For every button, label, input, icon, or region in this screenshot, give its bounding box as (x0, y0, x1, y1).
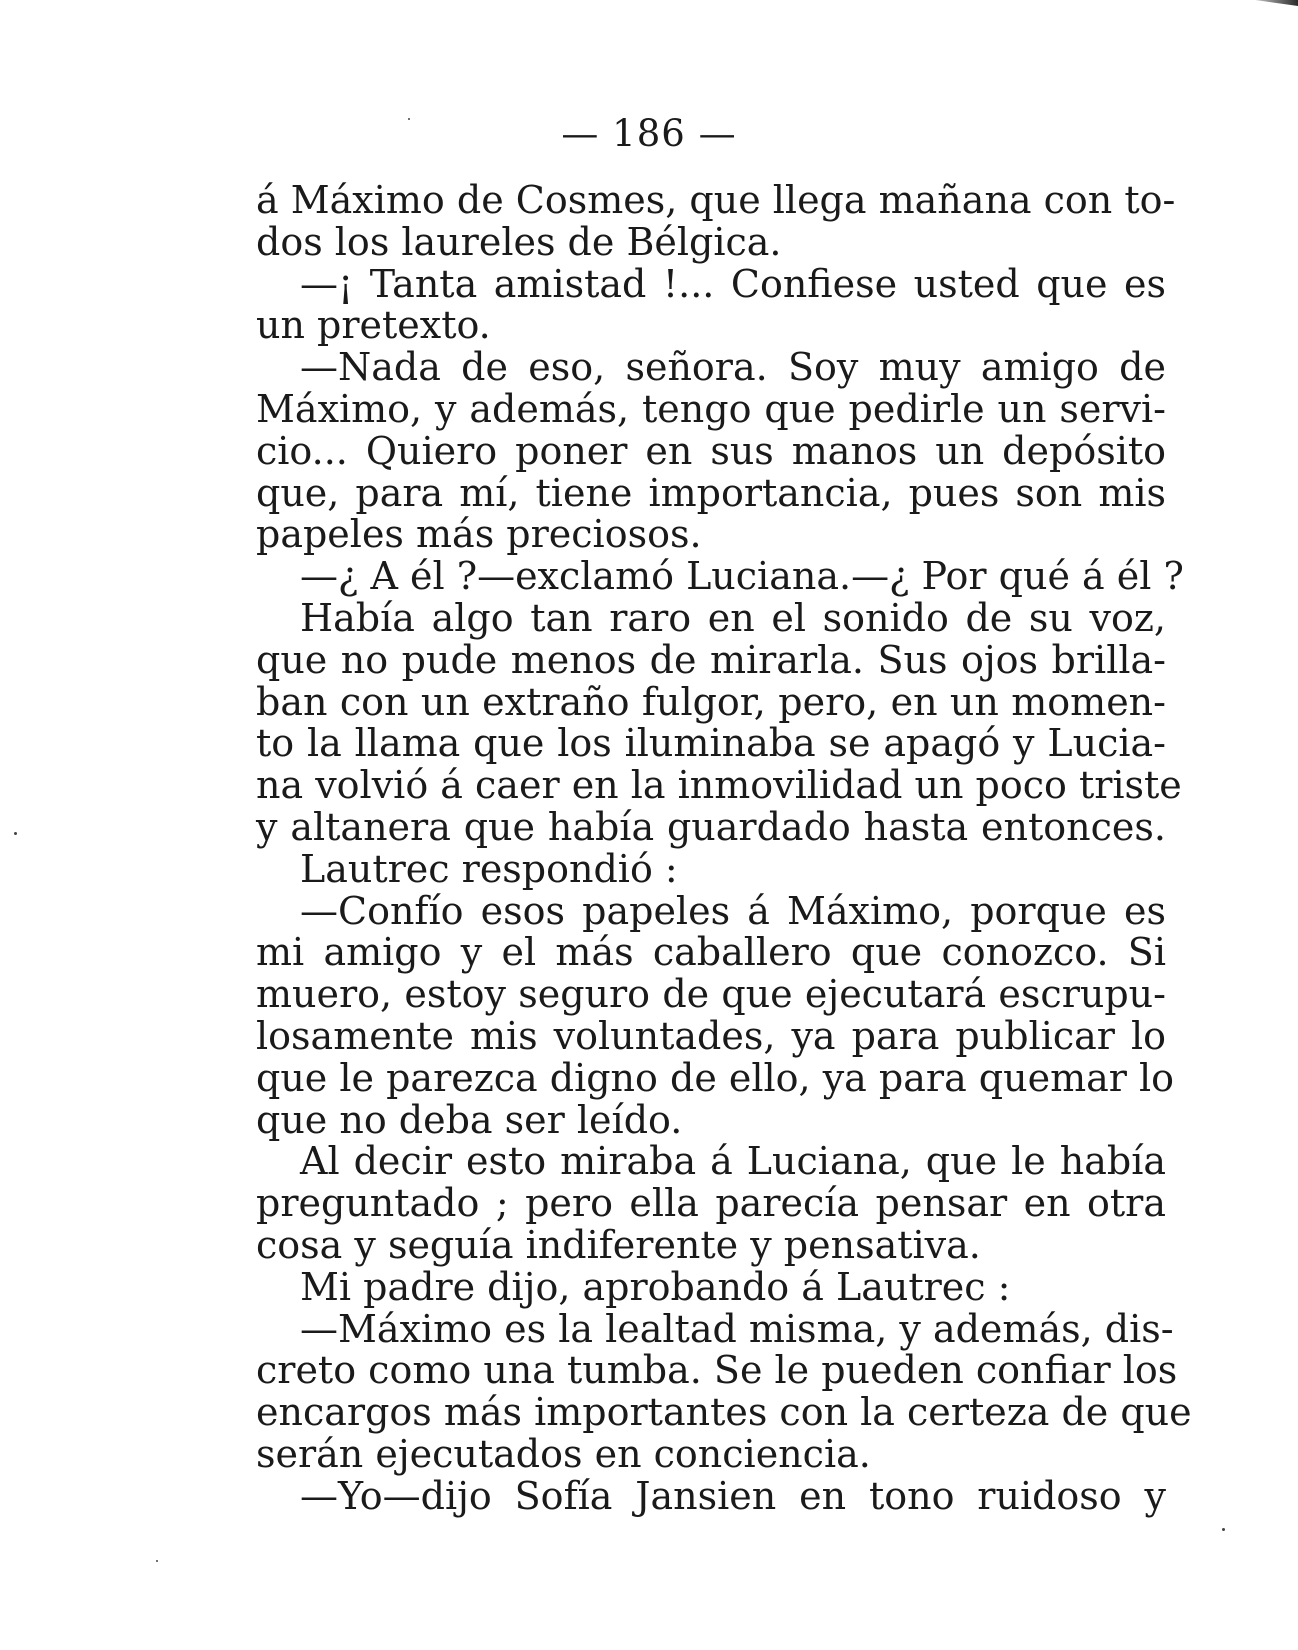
text-line: á Máximo de Cosmes, que llega mañana con to- (256, 178, 1176, 222)
text-line: preguntado ; pero ella parecía pensar en otra (256, 1181, 1166, 1226)
text-line: to la llama que los iluminaba se apagó y Lucia- (256, 721, 1166, 766)
text-line: dos los laureles de Bélgica. (256, 219, 782, 264)
text-line: cosa y seguía indiferente y pensativa. (256, 1222, 981, 1267)
text-line: Máximo, y además, tengo que pedirle un servi- (256, 386, 1166, 431)
scan-speck (1222, 1528, 1225, 1531)
text-line: cio... Quiero poner en sus manos un depósito (256, 428, 1166, 473)
text-line: Mi padre dijo, aprobando á Lautrec : (300, 1264, 1011, 1309)
text-line: mi amigo y el más caballero que conozco. Si (256, 930, 1166, 975)
text-line: muero, estoy seguro de que ejecutará escrupu- (256, 972, 1166, 1017)
text-line: creto como una tumba. Se le pueden confiar los (256, 1348, 1178, 1393)
text-line: —¿ A él ?—exclamó Luciana.—¿ Por qué á él ? (300, 554, 1184, 599)
text-line: y altanera que había guardado hasta entonces. (256, 804, 1166, 849)
text-line: losamente mis voluntades, ya para publicar lo (256, 1013, 1166, 1058)
text-line: —Confío esos papeles á Máximo, porque es (300, 888, 1166, 933)
text-line: serán ejecutados en conciencia. (256, 1431, 871, 1476)
text-line: ban con un extraño fulgor, pero, en un momen- (256, 679, 1166, 724)
text-line: —¡ Tanta amistad !... Confiese usted que es (300, 261, 1166, 306)
text-line: que, para mí, tiene importancia, pues son mis (256, 470, 1166, 515)
text-line: que no deba ser leído. (256, 1097, 683, 1142)
text-line: Había algo tan raro en el sonido de su voz, (300, 595, 1166, 640)
scan-edge-mark (1238, 0, 1298, 6)
page-number: — 186 — (561, 112, 737, 155)
text-line: na volvió á caer en la inmovilidad un poco triste (256, 763, 1182, 808)
text-line: que le parezca digno de ello, ya para quemar lo (256, 1055, 1175, 1100)
text-line: —Yo—dijo Sofía Jansien en tono ruidoso y (300, 1473, 1166, 1518)
text-line: encargos más importantes con la certeza de que (256, 1390, 1192, 1435)
text-line: un pretexto. (256, 303, 491, 348)
text-line: Al decir esto miraba á Luciana, que le había (300, 1139, 1166, 1184)
text-line: —Máximo es la lealtad misma, y además, dis- (300, 1306, 1174, 1351)
text-line: que no pude menos de mirarla. Sus ojos brilla- (256, 637, 1166, 682)
scan-speck (156, 1560, 158, 1562)
scan-speck (14, 832, 17, 835)
text-line: papeles más preciosos. (256, 512, 702, 557)
text-line: Lautrec respondió : (300, 846, 678, 891)
text-line: —Nada de eso, señora. Soy muy amigo de (300, 345, 1166, 390)
body-text (256, 178, 1192, 1518)
